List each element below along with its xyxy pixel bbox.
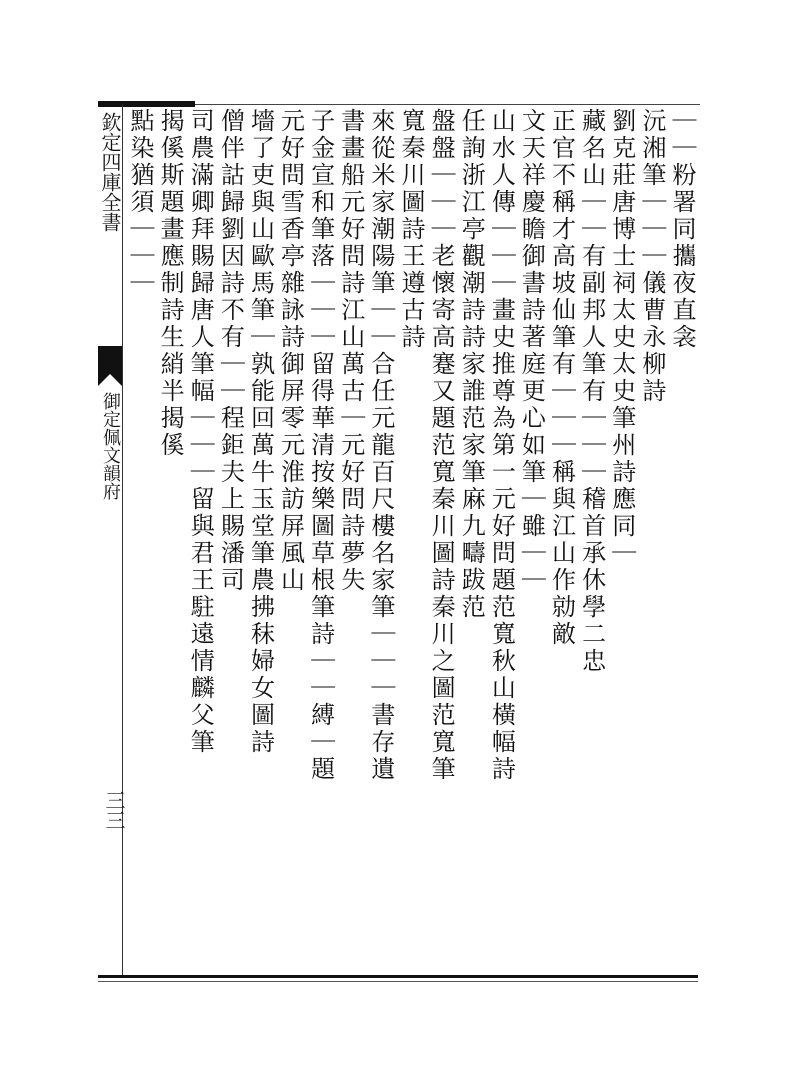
text-column-18: 揭傒斯題畫應制詩生綃半揭傒 — [156, 108, 185, 459]
text-column-5: 正官不稱才高坡仙筆有｜｜｜稱與江山作勍敵 — [547, 108, 576, 648]
text-column-11: 來從米家潮陽筆｜｜合任元龍百尺樓名家筆｜｜｜書存遺 — [366, 108, 395, 783]
book-title: 欽定四庫全書 — [98, 112, 122, 232]
text-column-17: 司農滿卿拜賜歸唐人筆幅｜｜｜留與君王駐遠情麟父筆 — [186, 108, 215, 756]
text-column-10: 寬秦川圖詩王遵古詩 — [396, 108, 425, 351]
text-column-6: 文天祥慶瞻御書詩著庭更心如筆｜雖｜｜ — [517, 108, 546, 594]
text-column-19: 點染猶須｜｜｜ — [126, 108, 154, 297]
text-column-15: 墻了吏與山歐馬筆｜孰能回萬牛玉堂筆農拂秣婦女圖詩 — [246, 108, 275, 756]
text-column-7: 山水人傳｜｜｜畫史推尊為第一元好問題范寬秋山橫幅詩 — [487, 108, 516, 783]
bottom-border-thick — [98, 975, 698, 978]
page-gutter — [98, 104, 123, 975]
text-column-9: 盤盤｜｜｜老懷寄高蹇又題范寬秦川圖詩秦川之圖范寬筆 — [427, 108, 456, 783]
text-column-3: 劉克莊唐博士祠太史太史筆州詩應同｜ — [607, 108, 636, 567]
top-border-thin — [195, 104, 700, 105]
text-column-16: 僧伴詁歸劉因詩不有｜｜程鉅夫上賜潘司 — [216, 108, 245, 594]
text-column-4: 藏名山｜｜有副邦人筆有｜｜｜稽首承休學二忠 — [577, 108, 606, 675]
text-column-1: ｜｜粉署同攜夜直衾 — [667, 108, 696, 351]
text-column-14: 元好問雪香亭雜詠詩御屏零元淮訪屏風山 — [276, 108, 305, 594]
text-column-8: 任詢浙江亭觀潮詩詩家誰范家筆麻九疇跋范 — [457, 108, 486, 621]
bottom-border-thin — [98, 981, 698, 982]
text-column-2: 沅湘筆｜｜｜儀曹永柳詩 — [637, 108, 666, 405]
text-column-13: 子金宣和筆落｜｜｜留得華清按樂圖草根筆詩｜｜縛｜題 — [306, 108, 335, 783]
page-number: 三三 — [102, 790, 126, 830]
text-column-12: 書畫船元好問詩江山萬古｜元好問詩夢失 — [336, 108, 365, 594]
volume-title: 御定佩文韻府 — [100, 392, 121, 500]
text-body — [125, 108, 697, 970]
